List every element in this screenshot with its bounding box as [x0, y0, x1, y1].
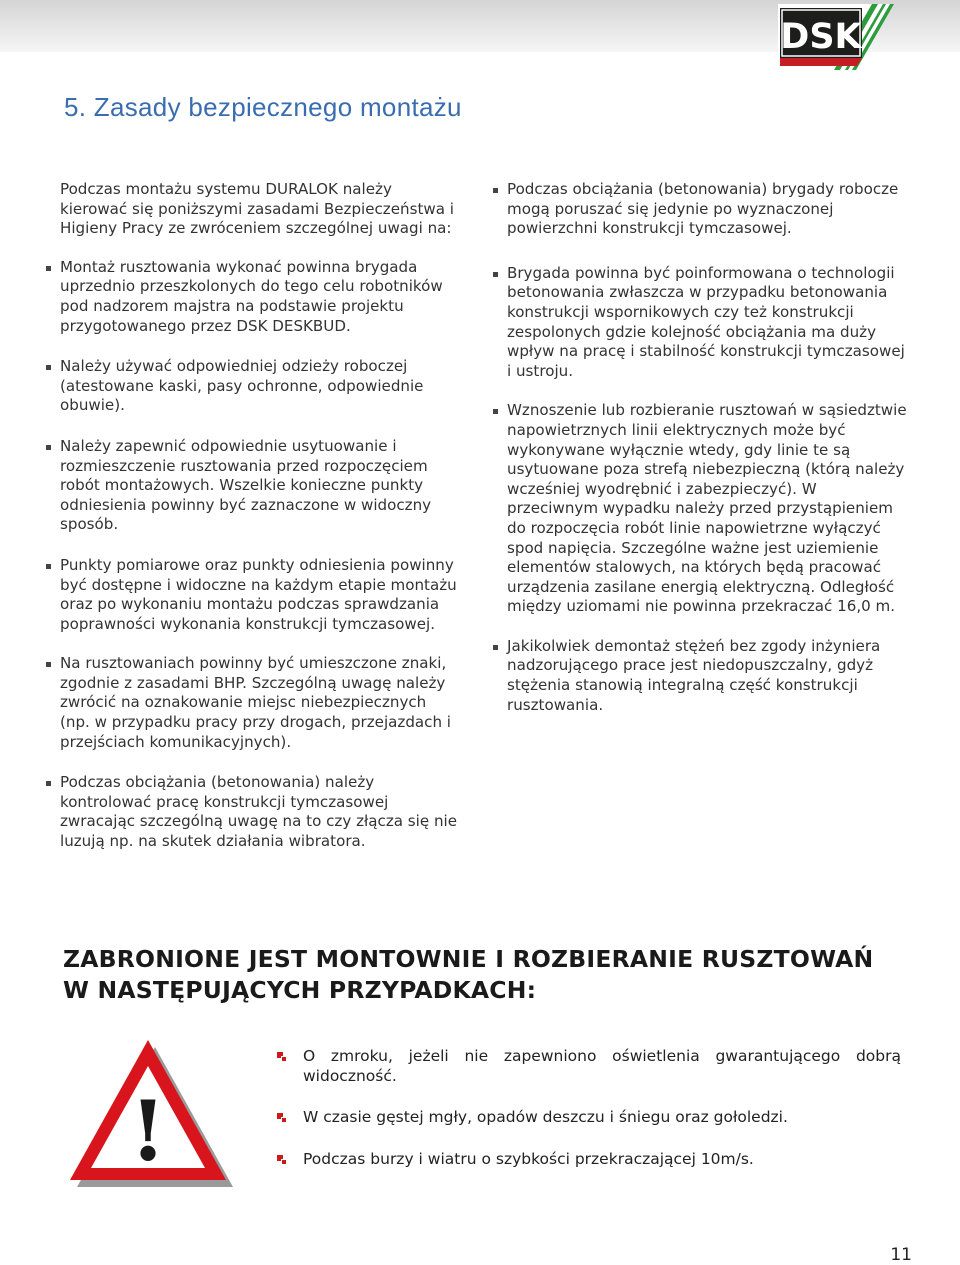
warning-heading-line-2: W NASTĘPUJĄCYCH PRZYPADKACH:	[63, 976, 537, 1004]
left-column	[60, 180, 460, 871]
list-item-text: Należy używać odpowiedniej odzieży roboczej (atestowane kaski, pasy ochronne, odpowiednie obuwie).	[60, 357, 424, 415]
list-item-text: W czasie gęstej mgły, opadów deszczu i śniegu oraz gołoledzi.	[303, 1108, 788, 1126]
bullet-square-icon	[46, 662, 51, 667]
list-item	[303, 1046, 901, 1086]
list-item-text: O zmroku, jeżeli nie zapewniono oświetlenia gwarantującego dobrą widoczność.	[303, 1047, 901, 1085]
list-item	[507, 264, 907, 382]
list-item-text: Brygada powinna być poinformowana o technologii betonowania zwłaszcza w przypadku betonowania konstrukcji wspornikowych czy też konstrukcji zespolonych gdzie kolejność obciążania ma duży wpływ na pracę i stabilność konstrukcji tymczasowej i ustroju.	[507, 263, 905, 380]
list-item	[60, 773, 460, 851]
list-item	[507, 401, 907, 617]
intro-paragraph: Podczas montażu systemu DURALOK należy kierować się poniższymi zasadami Bezpieczeństwa i Higieny Pracy ze zwróceniem szczególnej uwagi na:	[60, 180, 454, 238]
red-bullet-icon	[277, 1155, 287, 1165]
list-item	[303, 1107, 901, 1127]
list-item-text: Wznoszenie lub rozbieranie rusztowań w sąsiedztwie napowietrznych linii elektrycznych może być wykonywane wyłącznie wtedy, gdy linie te są usytuowane poza strefą niebezpieczną (którą należy wcześniej wyodrębnić i zabezpieczyć). W przeciwnym wypadku należy przed przystąpieniem do rozpoczęcia robót linie napowietrzne wyłączyć spod napięcia. Szczególne ważne jest uziemienie elementów stalowych, na których będą pracować urządzenia zasilane energią elektryczną. Odległość między uziomami nie powinna przekraczać 16,0 m.	[507, 401, 907, 616]
list-item	[507, 180, 907, 239]
warning-heading	[63, 944, 923, 1006]
list-item	[60, 556, 460, 634]
bullet-square-icon	[493, 409, 498, 414]
right-column	[507, 180, 907, 734]
bullet-square-icon	[46, 781, 51, 786]
list-item-text: Podczas burzy i wiatru o szybkości przekraczającej 10m/s.	[303, 1150, 754, 1168]
list-item-text: Podczas obciążania (betonowania) należy kontrolować pracę konstrukcji tymczasowej zwracając szczególną uwagę na to czy złącza się nie luzują np. na skutek działania wibratora.	[60, 773, 457, 851]
red-bullet-icon	[277, 1113, 287, 1123]
red-bullet-icon	[277, 1052, 287, 1062]
bullet-square-icon	[493, 645, 498, 650]
bullet-square-icon	[46, 564, 51, 569]
logo-text: DSK	[780, 17, 862, 57]
exclamation-mark: !	[130, 1084, 166, 1180]
list-item	[507, 637, 907, 715]
bullet-square-icon	[46, 365, 51, 370]
bullet-square-icon	[46, 266, 51, 271]
section-title: 5. Zasady bezpiecznego montażu	[64, 92, 462, 122]
bullet-square-icon	[46, 445, 51, 450]
list-item-text: Należy zapewnić odpowiednie usytuowanie i rozmieszczenie rusztowania przed rozpoczęciem robót montażowych. Wszelkie konieczne punkty odniesienia powinny być zaznaczone w widoczny sposób.	[60, 436, 432, 534]
dsk-logo	[772, 0, 896, 70]
list-item	[60, 357, 460, 416]
left-bullet-list	[60, 258, 460, 852]
prohibited-conditions-list	[303, 1046, 901, 1191]
list-item	[60, 258, 460, 336]
bullet-square-icon	[493, 272, 498, 277]
list-item-text: Na rusztowaniach powinny być umieszczone znaki, zgodnie z zasadami BHP. Szczególną uwagę należy zwrócić na oznakowanie miejsc niebezpiecznych (np. w przypadku pracy przy drogach, przejazdach i przejściach komunikacyjnych).	[60, 654, 451, 751]
list-item-text: Jakikolwiek demontaż stężeń bez zgody inżyniera nadzorującego prace jest niedopuszczalny, gdyż stężenia stanowią integralną część konstrukcji rusztowania.	[507, 636, 881, 714]
warning-heading-line-1: ZABRONIONE JEST MONTOWNIE I ROZBIERANIE RUSZTOWAŃ	[63, 945, 874, 973]
warning-triangle-icon	[62, 1036, 234, 1188]
right-bullet-list	[507, 180, 907, 715]
page-number: 11	[890, 1245, 912, 1265]
list-item	[60, 654, 460, 752]
list-item	[303, 1149, 901, 1169]
list-item	[60, 437, 460, 535]
bullet-square-icon	[493, 188, 498, 193]
list-item-text: Podczas obciążania (betonowania) brygady robocze mogą poruszać się jedynie po wyznaczonej powierzchni konstrukcji tymczasowej.	[507, 180, 899, 238]
list-item-text: Punkty pomiarowe oraz punkty odniesienia powinny być dostępne i widoczne na każdym etapie montażu oraz po wykonaniu montażu podczas sprawdzania poprawności wykonania konstrukcji tymczasowej.	[60, 555, 457, 633]
list-item-text: Montaż rusztowania wykonać powinna brygada uprzednio przeszkolonych do tego celu robotników pod nadzorem majstra na podstawie projektu przygotowanego przez DSK DESKBUD.	[60, 257, 443, 335]
